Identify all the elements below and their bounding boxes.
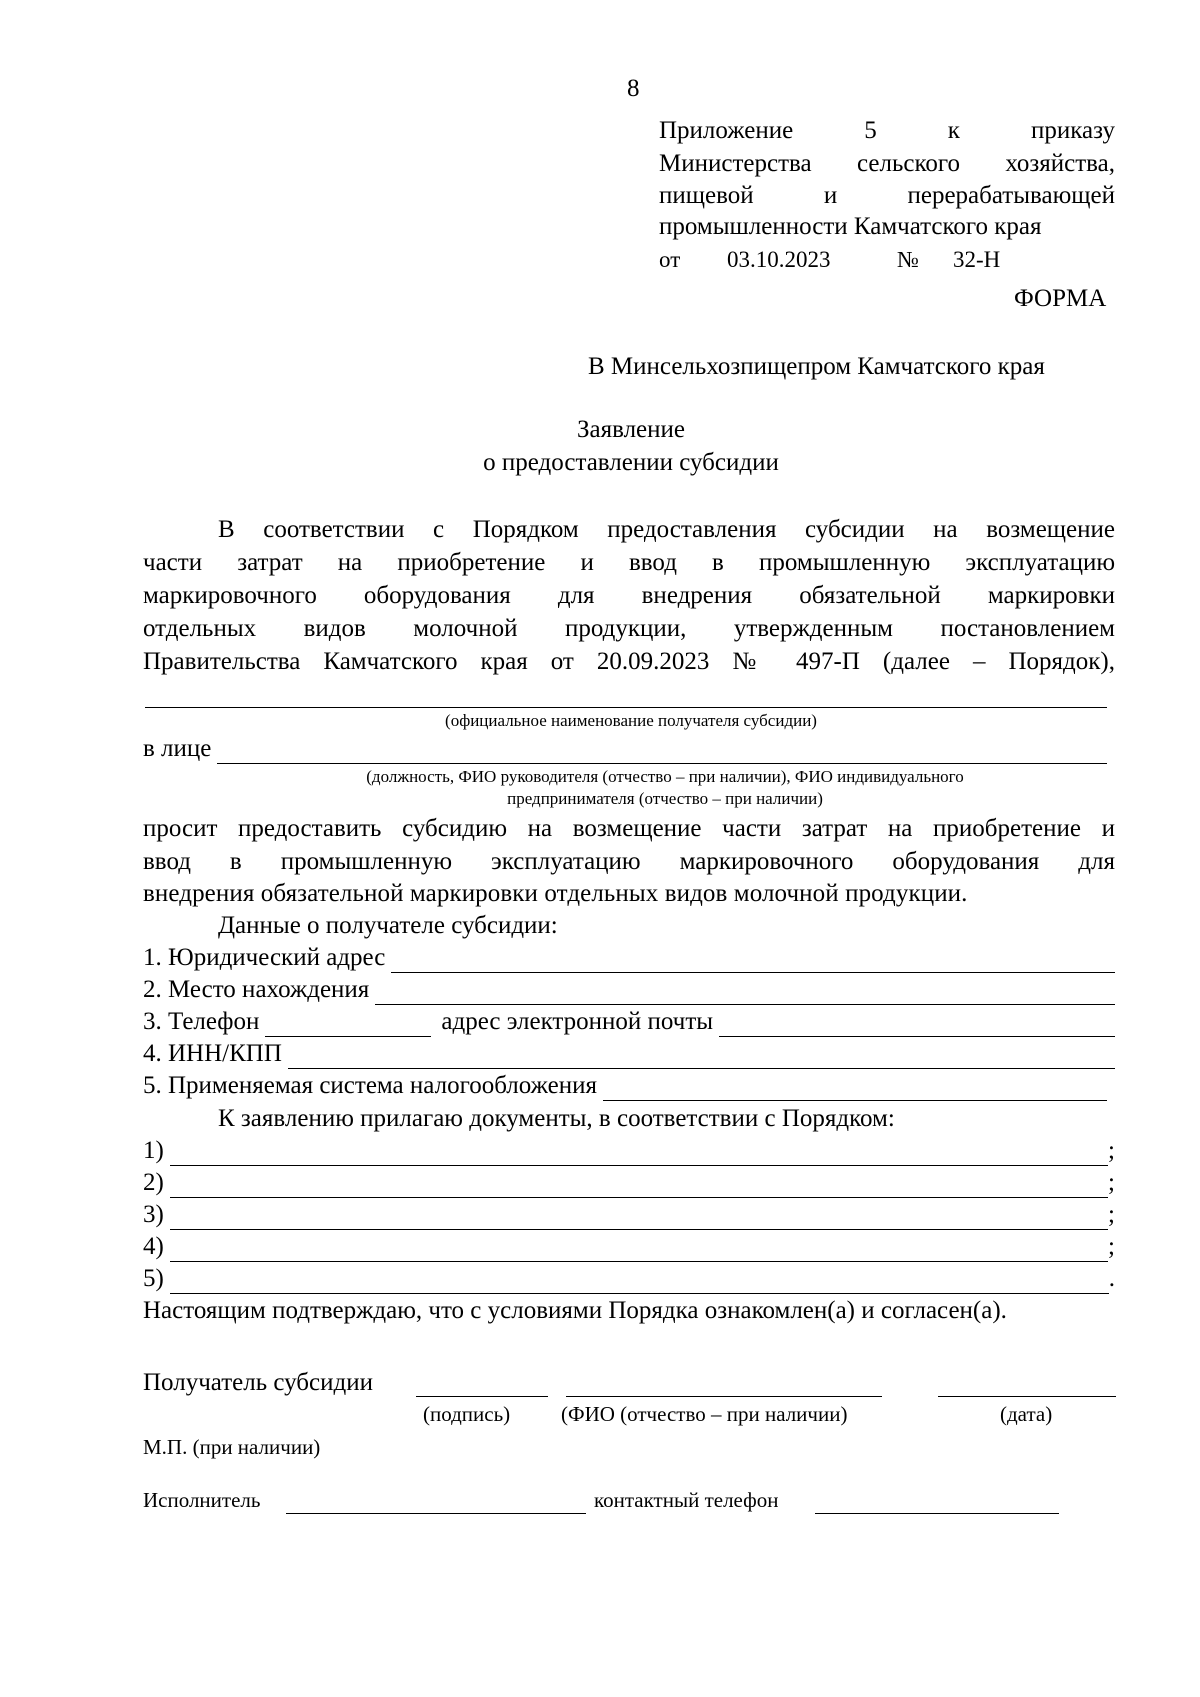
appendix-line1 xyxy=(659,116,1115,146)
in-person-field[interactable] xyxy=(217,737,1107,764)
request-line: внедрения обязательной маркировки отдельных видов молочной продукции. xyxy=(143,880,968,907)
attachment-row xyxy=(143,1136,1115,1166)
inn-kpp-field[interactable] xyxy=(288,1042,1115,1069)
attachments-heading: К заявлению прилагаю документы, в соответствии с Порядком: xyxy=(218,1105,895,1132)
legal-address-label: 1. Юридический адрес xyxy=(143,944,386,971)
attachment-end: ; xyxy=(1108,1169,1115,1196)
tax-system-row xyxy=(143,1071,1107,1101)
attachment-number: 1) xyxy=(143,1137,164,1164)
recipient-caption: (официальное наименование получателя субсидии) xyxy=(445,711,817,730)
email-field[interactable] xyxy=(719,1010,1115,1037)
executor-phone-field[interactable] xyxy=(815,1513,1059,1514)
attachment-end: ; xyxy=(1108,1137,1115,1164)
appendix-word: к xyxy=(947,117,960,144)
location-row xyxy=(143,975,1115,1005)
confirmation-text: Настоящим подтверждаю, что с условиями Порядка ознакомлен(а) и согласен(а). xyxy=(143,1297,1007,1324)
name-caption: (ФИО (отчество – при наличии) xyxy=(561,1402,848,1426)
in-person-row xyxy=(143,734,1107,764)
phone-label: 3. Телефон xyxy=(143,1008,260,1035)
attachment-row xyxy=(143,1232,1115,1262)
appendix-word: Приложение xyxy=(659,117,794,144)
attachment-row xyxy=(143,1200,1115,1230)
signature-label: Получатель субсидии xyxy=(143,1369,373,1396)
location-field[interactable] xyxy=(375,978,1115,1005)
attachment-end: ; xyxy=(1108,1201,1115,1228)
executor-label: Исполнитель xyxy=(143,1488,261,1512)
legal-address-row xyxy=(143,943,1115,973)
document-title: Заявление xyxy=(576,416,686,443)
attachment-row xyxy=(143,1264,1115,1294)
appendix-word: приказу xyxy=(1030,117,1115,144)
appendix-line2: Министерства сельского хозяйства, xyxy=(659,150,1115,177)
phone-field[interactable] xyxy=(265,1010,431,1037)
attachment-end: . xyxy=(1108,1265,1115,1292)
appendix-line3: пищевой и перерабатывающей xyxy=(659,182,1115,209)
appendix-date: 03.10.2023 xyxy=(727,247,831,272)
name-field[interactable] xyxy=(566,1396,882,1397)
intro-line: части затрат на приобретение и ввод в промышленную эксплуатацию xyxy=(143,549,1115,576)
addressee: В Минсельхозпищепром Камчатского края xyxy=(588,353,1045,380)
legal-address-field[interactable] xyxy=(391,946,1115,973)
attachment-field[interactable] xyxy=(170,1171,1108,1198)
request-line: ввод в промышленную эксплуатацию маркировочного оборудования для xyxy=(143,848,1115,875)
attachment-number: 5) xyxy=(143,1265,164,1292)
attachment-number: 3) xyxy=(143,1201,164,1228)
attachment-field[interactable] xyxy=(170,1235,1108,1262)
executor-field[interactable] xyxy=(286,1513,586,1514)
appendix-num-sign: № xyxy=(897,247,919,272)
location-label: 2. Место нахождения xyxy=(143,976,370,1003)
recipient-data-heading: Данные о получателе субсидии: xyxy=(218,912,558,939)
attachment-row xyxy=(143,1168,1115,1198)
attachment-field[interactable] xyxy=(170,1267,1109,1294)
attachment-number: 4) xyxy=(143,1233,164,1260)
form-label: ФОРМА xyxy=(1014,285,1107,312)
document-subtitle: о предоставлении субсидии xyxy=(483,449,779,476)
tax-system-label: 5. Применяемая система налогообложения xyxy=(143,1072,597,1099)
person-caption: (должность, ФИО руководителя (отчество – при наличии), ФИО индивидуального xyxy=(366,767,964,786)
appendix-date-prefix: от xyxy=(659,247,681,272)
intro-line: Правительства Камчатского края от 20.09.2023 № 497-П (далее – Порядок), xyxy=(143,648,1115,675)
signature-field[interactable] xyxy=(416,1396,548,1397)
attachment-field[interactable] xyxy=(170,1139,1108,1166)
attachment-end: ; xyxy=(1108,1233,1115,1260)
inn-kpp-row xyxy=(143,1039,1115,1069)
intro-line: В соответствии с Порядком предоставления субсидии на возмещение xyxy=(218,516,1115,543)
executor-phone-label: контактный телефон xyxy=(594,1488,779,1512)
tax-system-field[interactable] xyxy=(603,1074,1107,1101)
person-caption: предпринимателя (отчество – при наличии) xyxy=(507,789,823,808)
email-label: адрес электронной почты xyxy=(441,1008,714,1035)
intro-line: отдельных видов молочной продукции, утвержденным постановлением xyxy=(143,615,1115,642)
date-field[interactable] xyxy=(938,1396,1116,1397)
recipient-name-field[interactable] xyxy=(145,707,1107,708)
signature-caption: (подпись) xyxy=(423,1402,511,1426)
appendix-number: 32-Н xyxy=(953,247,1001,272)
page-number: 8 xyxy=(627,75,640,102)
attachment-number: 2) xyxy=(143,1169,164,1196)
date-caption: (дата) xyxy=(1000,1402,1053,1426)
phone-email-row xyxy=(143,1007,1115,1037)
attachment-field[interactable] xyxy=(170,1203,1108,1230)
appendix-word: 5 xyxy=(864,117,877,144)
intro-line: маркировочного оборудования для внедрения обязательной маркировки xyxy=(143,582,1115,609)
inn-kpp-label: 4. ИНН/КПП xyxy=(143,1040,282,1067)
in-person-label: в лице xyxy=(143,735,212,762)
appendix-line4: промышленности Камчатского края xyxy=(659,213,1042,240)
request-line: просит предоставить субсидию на возмещение части затрат на приобретение и xyxy=(143,815,1115,842)
stamp-label: М.П. (при наличии) xyxy=(143,1435,321,1459)
